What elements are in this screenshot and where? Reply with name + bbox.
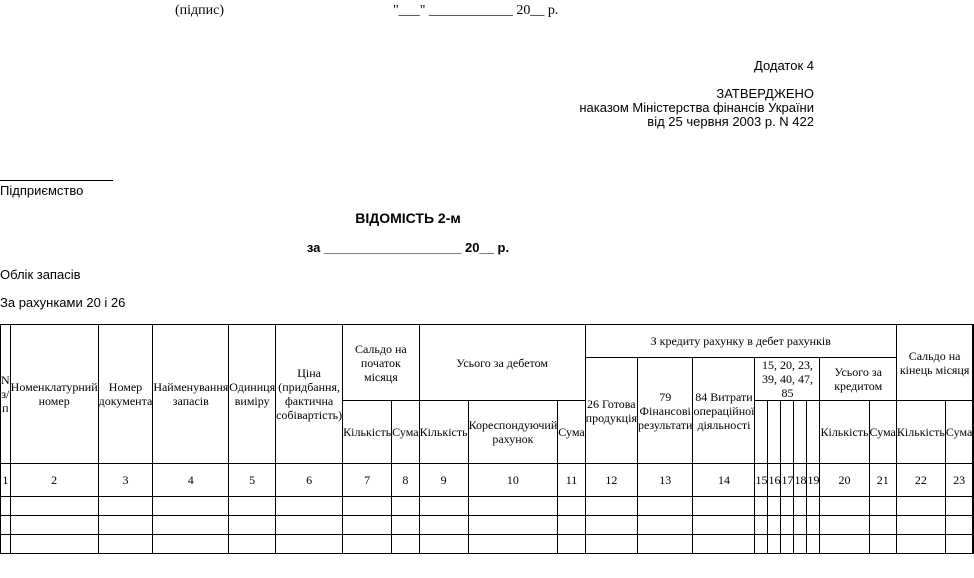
h-nomenclature: Номенклатурний номер xyxy=(10,325,98,464)
h-account-26: 26 Готова продукція xyxy=(585,358,637,464)
enterprise-underline xyxy=(0,180,113,181)
col-number: 1 xyxy=(1,464,11,497)
order-line-2: від 25 червня 2003 р. N 422 xyxy=(647,114,814,129)
col-number: 5 xyxy=(229,464,276,497)
h-accounts-multi: 15, 20, 23, 39, 40, 47, 85 xyxy=(755,358,820,401)
h-credit-qty: Кількість xyxy=(820,401,869,464)
accounts-label: За рахунками 20 і 26 xyxy=(0,295,126,310)
col-number: 15 xyxy=(755,464,768,497)
col-number: 16 xyxy=(768,464,781,497)
h-account-84: 84 Витрати операційної діяльності xyxy=(693,358,755,464)
h-closing-sum: Сума xyxy=(945,401,972,464)
col-number: 14 xyxy=(693,464,755,497)
h-price: Ціна (придбання, фактична собівартість) xyxy=(276,325,343,464)
order-line-1: наказом Міністерства фінансів України xyxy=(579,100,814,115)
h-debit-total: Усього за дебетом xyxy=(419,325,585,401)
col-number: 10 xyxy=(468,464,558,497)
signature-label: (підпис) xyxy=(175,3,225,18)
table-row xyxy=(1,497,974,516)
col-number: 19 xyxy=(807,464,820,497)
col-number: 8 xyxy=(392,464,419,497)
col-number: 3 xyxy=(98,464,153,497)
document-title: ВІДОМІСТЬ 2-м xyxy=(355,210,461,226)
h-debit-corr: Кореспондуючий рахунок xyxy=(468,401,558,464)
col-number: 21 xyxy=(869,464,896,497)
h-document: Номер документа xyxy=(98,325,153,464)
h-credit-group: З кредиту рахунку в дебет рахунків xyxy=(585,325,896,358)
col-number: 20 xyxy=(820,464,869,497)
h-opening-qty: Кількість xyxy=(343,401,392,464)
h-closing: Сальдо на кінець місяця xyxy=(896,325,972,401)
col-number: 18 xyxy=(794,464,807,497)
col-number: 13 xyxy=(637,464,693,497)
col-number: 17 xyxy=(781,464,794,497)
col-number: 2 xyxy=(10,464,98,497)
date-line: "___" ____________ 20__ р. xyxy=(393,3,559,18)
column-number-row xyxy=(1,464,974,497)
h-credit-sum: Сума xyxy=(869,401,896,464)
col-number: 12 xyxy=(585,464,637,497)
approved-label: ЗАТВЕРДЖЕНО xyxy=(716,86,814,101)
h-unit: Одиниця виміру xyxy=(229,325,276,464)
enterprise-label: Підприємство xyxy=(0,183,84,198)
col-number: 11 xyxy=(558,464,585,497)
h-closing-qty: Кількість xyxy=(896,401,945,464)
col-number: 4 xyxy=(153,464,229,497)
h-name: Найменування запасів xyxy=(153,325,229,464)
ledger-table xyxy=(0,324,974,554)
h-debit-qty: Кількість xyxy=(419,401,468,464)
col-number: 7 xyxy=(343,464,392,497)
h-no: N з/п xyxy=(1,325,11,464)
col-number: 6 xyxy=(276,464,343,497)
col-number: 9 xyxy=(419,464,468,497)
table-row xyxy=(1,516,974,535)
h-debit-sum: Сума xyxy=(558,401,585,464)
col-number: 22 xyxy=(896,464,945,497)
col-number: 23 xyxy=(945,464,972,497)
h-opening: Сальдо на початок місяця xyxy=(343,325,419,401)
document-period: за ___________________ 20__ р. xyxy=(306,240,510,255)
appendix-label: Додаток 4 xyxy=(754,58,814,73)
h-opening-sum: Сума xyxy=(392,401,419,464)
h-credit-total: Усього за кредитом xyxy=(820,358,896,401)
subject-label: Облік запасів xyxy=(0,267,81,282)
table-row xyxy=(1,535,974,554)
h-account-79: 79 Фінансові результати xyxy=(637,358,693,464)
header-row-1 xyxy=(1,325,974,358)
